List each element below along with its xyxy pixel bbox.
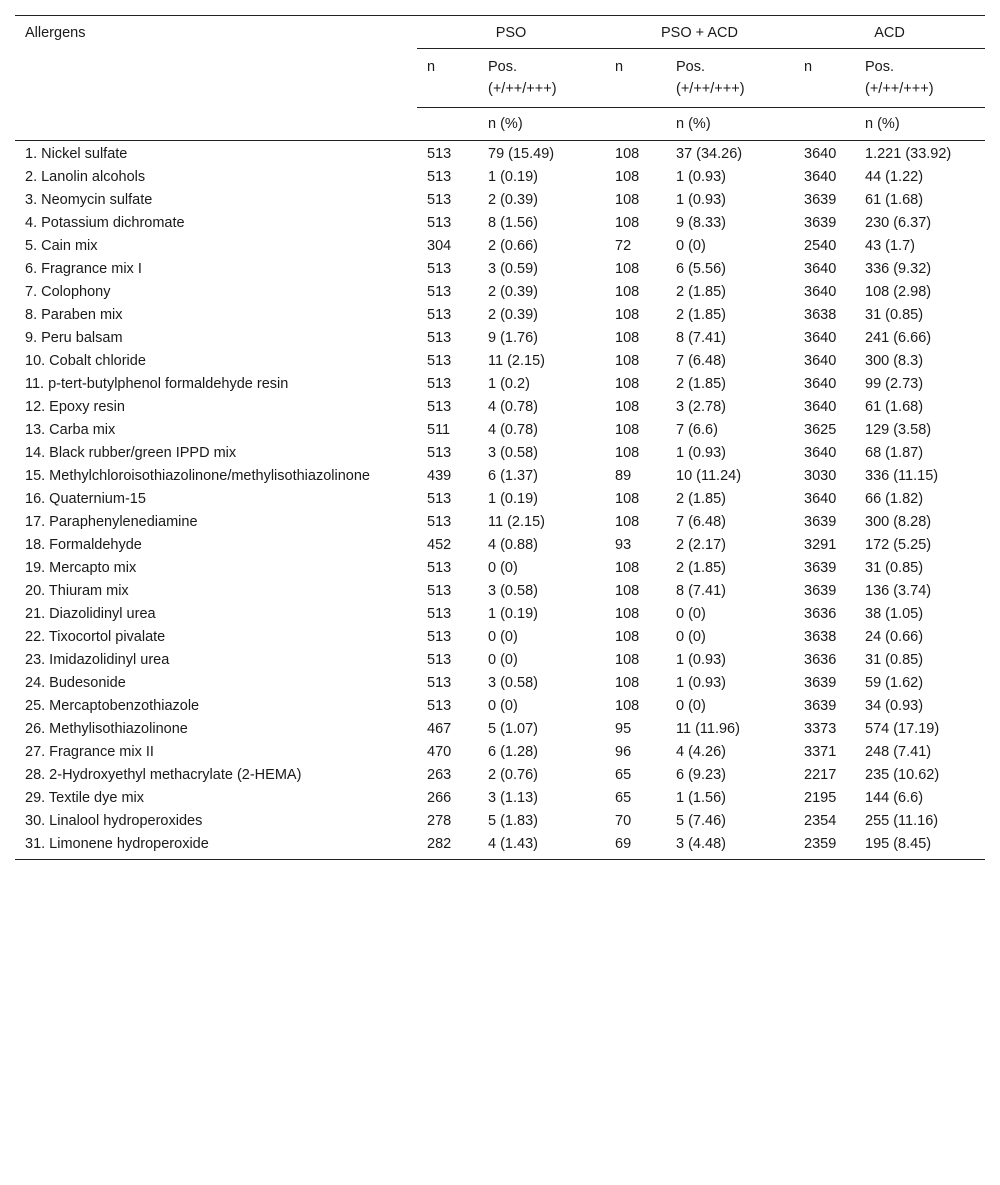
acd-n-cell: 3639 [804,583,837,599]
header-row-columns [15,49,985,108]
pso-n-cell: 513 [427,330,452,346]
acd-pos-cell: 59 (1.62) [865,675,924,691]
table-row [15,327,985,350]
pso-acd-pos-cell: 7 (6.48) [676,353,726,369]
pso-pos-cell: 4 (0.78) [488,422,538,438]
acd-n-cell: 3640 [804,445,837,461]
table-row [15,672,985,695]
pso-pos-cell: 4 (1.43) [488,836,538,852]
acd-pos-cell: 108 (2.98) [865,284,932,300]
pso-pos-cell: 2 (0.66) [488,238,538,254]
pso-n-cell: 513 [427,169,452,185]
table-row [15,810,985,833]
pso-acd-n-cell: 65 [615,790,632,806]
allergen-name: 12. Epoxy resin [25,399,125,415]
acd-pos-cell: 66 (1.82) [865,491,924,507]
pso-acd-n-cell: 108 [615,606,640,622]
pso-n-cell: 513 [427,629,452,645]
pso-n-cell: 513 [427,284,452,300]
pso-n-cell: 513 [427,606,452,622]
pso-acd-n-cell: 72 [615,238,632,254]
allergen-name: 5. Cain mix [25,238,98,254]
pso-acd-pos-cell: 2 (1.85) [676,376,726,392]
pso-n-cell: 439 [427,468,452,484]
header-row-units [15,108,985,141]
pso-pos-cell: 0 (0) [488,560,518,576]
table-row [15,534,985,557]
allergen-name: 15. Methylchloroisothiazolinone/methylisothiazolinone [25,468,370,484]
table-row [15,350,985,373]
allergen-name: 3. Neomycin sulfate [25,192,153,208]
pso-n-cell: 513 [427,675,452,691]
pso-acd-n-cell: 108 [615,514,640,530]
allergen-name: 14. Black rubber/green IPPD mix [25,445,237,461]
allergen-name: 24. Budesonide [25,675,126,691]
acd-pos-cell: 61 (1.68) [865,399,924,415]
pso-acd-n-cell: 95 [615,721,632,737]
pso-acd-n-cell: 108 [615,422,640,438]
header-spacer [15,49,417,108]
acd-n-cell: 3640 [804,169,837,185]
acd-pos-cell: 68 (1.87) [865,445,924,461]
allergen-name: 23. Imidazolidinyl urea [25,652,170,668]
pso-acd-pos-cell: 3 (2.78) [676,399,726,415]
pso-pos-cell: 1 (0.2) [488,376,530,392]
pso-acd-n-cell: 108 [615,215,640,231]
pso-acd-n-cell: 108 [615,146,640,162]
pso-acd-n-cell: 108 [615,652,640,668]
group-header-pso-acd: PSO + ACD [605,16,794,49]
allergen-name: 30. Linalool hydroperoxides [25,813,203,829]
pso-n-cell: 304 [427,238,452,254]
pso-pos-cell: 4 (0.78) [488,399,538,415]
pso-pos-cell: 0 (0) [488,652,518,668]
pso-pos-cell: 1 (0.19) [488,491,538,507]
pso-n-cell: 513 [427,215,452,231]
pso-acd-pos-cell: 1 (0.93) [676,445,726,461]
acd-n-cell: 3640 [804,491,837,507]
acd-pos-cell: 44 (1.22) [865,169,924,185]
group-header-acd: ACD [794,16,985,49]
allergen-name: 10. Cobalt chloride [25,353,146,369]
pso-acd-pos-cell: 1 (1.56) [676,790,726,806]
acd-pos-cell: 255 (11.16) [865,813,939,829]
allergen-name: 29. Textile dye mix [25,790,145,806]
pso-acd-pos-cell: 2 (1.85) [676,491,726,507]
acd-pos-cell: 1.221 (33.92) [865,146,952,162]
pso-acd-n-cell: 69 [615,836,632,852]
pso-acd-pos-cell: 1 (0.93) [676,192,726,208]
acd-pos-cell: 230 (6.37) [865,215,932,231]
acd-n-cell: 3638 [804,307,837,323]
pso-pos-cell: 6 (1.28) [488,744,538,760]
pso-pos-cell: 0 (0) [488,698,518,714]
allergen-name: 16. Quaternium-15 [25,491,146,507]
pso-acd-n-cell: 108 [615,192,640,208]
pso-acd-n-cell: 108 [615,399,640,415]
pso-acd-n-cell: 108 [615,675,640,691]
allergen-name: 13. Carba mix [25,422,116,438]
allergen-name: 22. Tixocortol pivalate [25,629,166,645]
acd-pos-cell: 300 (8.28) [865,514,932,530]
acd-n-cell: 2354 [804,813,837,829]
allergen-name: 25. Mercaptobenzothiazole [25,698,200,714]
acd-n-cell: 2195 [804,790,837,806]
header-spacer [417,108,488,141]
pso-acd-n-cell: 108 [615,491,640,507]
table-row [15,557,985,580]
pso-n-cell: 513 [427,399,452,415]
pso-acd-pos-cell: 4 (4.26) [676,744,726,760]
pso-acd-pos-cell: 0 (0) [676,238,706,254]
acd-pos-cell: 144 (6.6) [865,790,924,806]
acd-pos-cell: 235 (10.62) [865,767,940,783]
pso-acd-pos-cell: 2 (1.85) [676,560,726,576]
table-row [15,258,985,281]
pso-n-cell: 513 [427,307,452,323]
table-row [15,465,985,488]
pso-n-cell: 263 [427,767,452,783]
pso-pos-cell: 2 (0.39) [488,192,538,208]
pso-n-cell: 278 [427,813,452,829]
table-body [15,141,985,860]
allergen-name: 26. Methylisothiazolinone [25,721,188,737]
allergen-name: 6. Fragrance mix I [25,261,142,277]
allergen-name: 11. p-tert-butylphenol formaldehyde resin [25,376,289,392]
acd-n-cell: 3640 [804,284,837,300]
pso-acd-n-cell: 108 [615,445,640,461]
pso-acd-pos-cell: 2 (1.85) [676,307,726,323]
pso-pos-cell: 1 (0.19) [488,169,538,185]
pso-acd-pos-cell: 8 (7.41) [676,583,726,599]
allergen-name: 19. Mercapto mix [25,560,137,576]
pso-acd-n-cell: 108 [615,376,640,392]
allergen-name: 1. Nickel sulfate [25,146,128,162]
pso-acd-pos-cell: 7 (6.48) [676,514,726,530]
header-spacer [794,108,865,141]
acd-n-cell: 3291 [804,537,837,553]
table-row [15,649,985,672]
pso-n-cell: 470 [427,744,452,760]
allergen-name: 8. Paraben mix [25,307,123,323]
pso-pos-cell: 79 (15.49) [488,146,555,162]
table-row [15,419,985,442]
table-row [15,281,985,304]
pso-acd-pos-cell: 0 (0) [676,629,706,645]
pso-acd-n-cell: 108 [615,284,640,300]
header-row-groups [15,16,985,49]
pso-acd-pos-cell: 7 (6.6) [676,422,718,438]
acd-pos-cell: 31 (0.85) [865,307,924,323]
acd-pos-cell: 34 (0.93) [865,698,924,714]
col-header-pct: n (%) [865,116,900,132]
pso-pos-cell: 5 (1.07) [488,721,538,737]
pso-n-cell: 513 [427,698,452,714]
pso-pos-cell: 3 (1.13) [488,790,538,806]
acd-n-cell: 3640 [804,353,837,369]
pos-scale: (+/++/+++) [865,81,934,97]
acd-n-cell: 3373 [804,721,837,737]
table-row [15,787,985,810]
pso-n-cell: 513 [427,376,452,392]
acd-pos-cell: 38 (1.05) [865,606,924,622]
col-header-pos [488,49,605,108]
pos-label: Pos. [676,59,706,75]
table-row [15,189,985,212]
table-row [15,580,985,603]
pso-acd-n-cell: 108 [615,261,640,277]
table-row [15,511,985,534]
pos-label: Pos. [865,59,895,75]
col-header-pos [676,49,794,108]
pso-acd-pos-cell: 6 (5.56) [676,261,726,277]
acd-pos-cell: 300 (8.3) [865,353,924,369]
allergen-name: 7. Colophony [25,284,111,300]
pso-acd-n-cell: 96 [615,744,632,760]
acd-pos-cell: 248 (7.41) [865,744,932,760]
pso-acd-pos-cell: 1 (0.93) [676,675,726,691]
table-row [15,166,985,189]
pso-acd-n-cell: 89 [615,468,632,484]
acd-pos-cell: 43 (1.7) [865,238,915,254]
pso-pos-cell: 2 (0.76) [488,767,538,783]
col-header-n: n [605,49,676,108]
pso-n-cell: 511 [427,422,451,438]
allergen-name: 2. Lanolin alcohols [25,169,146,185]
acd-n-cell: 3640 [804,376,837,392]
acd-pos-cell: 31 (0.85) [865,560,924,576]
pso-n-cell: 282 [427,836,452,852]
acd-n-cell: 2217 [804,767,837,783]
pso-acd-pos-cell: 0 (0) [676,698,706,714]
acd-n-cell: 3640 [804,261,837,277]
pso-acd-pos-cell: 2 (2.17) [676,537,726,553]
allergen-name: 20. Thiuram mix [25,583,129,599]
pso-n-cell: 513 [427,146,452,162]
acd-n-cell: 3640 [804,399,837,415]
pso-pos-cell: 9 (1.76) [488,330,538,346]
pso-pos-cell: 5 (1.83) [488,813,538,829]
pso-acd-n-cell: 108 [615,583,640,599]
pso-n-cell: 513 [427,652,452,668]
table-row [15,603,985,626]
pso-acd-n-cell: 108 [615,698,640,714]
acd-n-cell: 3639 [804,560,837,576]
pso-pos-cell: 2 (0.39) [488,284,538,300]
pso-n-cell: 513 [427,353,452,369]
pso-n-cell: 513 [427,192,452,208]
pso-pos-cell: 2 (0.39) [488,307,538,323]
acd-pos-cell: 172 (5.25) [865,537,932,553]
pso-acd-pos-cell: 3 (4.48) [676,836,726,852]
header-spacer [605,108,676,141]
pso-acd-pos-cell: 11 (11.96) [676,721,740,737]
allergen-name: 31. Limonene hydroperoxide [25,836,209,852]
pso-pos-cell: 1 (0.19) [488,606,538,622]
pso-acd-pos-cell: 1 (0.93) [676,169,726,185]
pso-n-cell: 513 [427,445,452,461]
pso-pos-cell: 3 (0.58) [488,583,538,599]
header-spacer [15,108,417,141]
pso-acd-pos-cell: 10 (11.24) [676,468,742,484]
table-row [15,695,985,718]
table-row [15,235,985,258]
acd-n-cell: 3371 [804,744,837,760]
pso-acd-n-cell: 108 [615,330,640,346]
table-row [15,373,985,396]
pso-acd-n-cell: 108 [615,560,640,576]
col-header-pct: n (%) [676,116,711,132]
table-row [15,833,985,860]
acd-n-cell: 2359 [804,836,837,852]
acd-n-cell: 3639 [804,192,837,208]
acd-pos-cell: 574 (17.19) [865,721,940,737]
table-row [15,741,985,764]
pso-pos-cell: 6 (1.37) [488,468,538,484]
pso-pos-cell: 3 (0.59) [488,261,538,277]
pso-n-cell: 467 [427,721,452,737]
pso-acd-pos-cell: 37 (34.26) [676,146,743,162]
table-row [15,718,985,741]
acd-n-cell: 3639 [804,215,837,231]
table-row [15,141,985,167]
allergen-results-table [15,15,985,860]
acd-n-cell: 3639 [804,698,837,714]
pso-acd-n-cell: 93 [615,537,632,553]
table-row [15,212,985,235]
pso-n-cell: 513 [427,560,452,576]
pso-n-cell: 452 [427,537,452,553]
allergen-name: 18. Formaldehyde [25,537,142,553]
pso-acd-n-cell: 108 [615,353,640,369]
acd-pos-cell: 336 (9.32) [865,261,932,277]
acd-n-cell: 3640 [804,146,837,162]
pso-pos-cell: 4 (0.88) [488,537,538,553]
group-header-pso: PSO [417,16,605,49]
pso-pos-cell: 0 (0) [488,629,518,645]
allergen-name: 28. 2-Hydroxyethyl methacrylate (2-HEMA) [25,767,302,783]
acd-n-cell: 3638 [804,629,837,645]
col-header-pos [865,49,985,108]
pso-acd-pos-cell: 1 (0.93) [676,652,726,668]
pso-acd-pos-cell: 6 (9.23) [676,767,726,783]
table-row [15,304,985,327]
acd-n-cell: 3636 [804,652,837,668]
pso-pos-cell: 3 (0.58) [488,445,538,461]
pos-scale: (+/++/+++) [676,81,745,97]
table-row [15,396,985,419]
acd-n-cell: 3639 [804,514,837,530]
acd-pos-cell: 241 (6.66) [865,330,932,346]
table-row [15,488,985,511]
acd-n-cell: 3030 [804,468,837,484]
acd-pos-cell: 99 (2.73) [865,376,924,392]
acd-pos-cell: 129 (3.58) [865,422,932,438]
col-header-n: n [794,49,865,108]
allergens-header: Allergens [15,16,417,49]
allergen-name: 21. Diazolidinyl urea [25,606,156,622]
pos-label: Pos. [488,59,518,75]
acd-pos-cell: 336 (11.15) [865,468,939,484]
pso-n-cell: 513 [427,514,452,530]
acd-pos-cell: 31 (0.85) [865,652,924,668]
pso-pos-cell: 3 (0.58) [488,675,538,691]
pso-n-cell: 513 [427,583,452,599]
pso-acd-n-cell: 65 [615,767,632,783]
pso-acd-pos-cell: 2 (1.85) [676,284,726,300]
pso-n-cell: 513 [427,491,452,507]
allergen-name: 17. Paraphenylenediamine [25,514,198,530]
allergen-name: 9. Peru balsam [25,330,123,346]
pso-acd-n-cell: 108 [615,307,640,323]
acd-pos-cell: 61 (1.68) [865,192,924,208]
pso-acd-pos-cell: 9 (8.33) [676,215,726,231]
table-row [15,442,985,465]
table-row [15,764,985,787]
acd-pos-cell: 195 (8.45) [865,836,932,852]
allergen-name: 4. Potassium dichromate [25,215,185,231]
acd-pos-cell: 24 (0.66) [865,629,924,645]
pso-n-cell: 513 [427,261,452,277]
pso-acd-n-cell: 108 [615,629,640,645]
pso-pos-cell: 8 (1.56) [488,215,538,231]
col-header-pct: n (%) [488,116,523,132]
acd-n-cell: 2540 [804,238,837,254]
col-header-n: n [417,49,488,108]
pso-acd-pos-cell: 0 (0) [676,606,706,622]
allergen-table-container [15,15,985,860]
pso-n-cell: 266 [427,790,452,806]
acd-n-cell: 3640 [804,330,837,346]
acd-n-cell: 3625 [804,422,837,438]
pso-acd-pos-cell: 5 (7.46) [676,813,726,829]
pso-acd-n-cell: 70 [615,813,632,829]
acd-n-cell: 3636 [804,606,837,622]
pso-acd-pos-cell: 8 (7.41) [676,330,726,346]
acd-pos-cell: 136 (3.74) [865,583,932,599]
pso-pos-cell: 11 (2.15) [488,353,545,369]
pos-scale: (+/++/+++) [488,81,557,97]
pso-acd-n-cell: 108 [615,169,640,185]
pso-pos-cell: 11 (2.15) [488,514,545,530]
acd-n-cell: 3639 [804,675,837,691]
table-row [15,626,985,649]
allergen-name: 27. Fragrance mix II [25,744,154,760]
